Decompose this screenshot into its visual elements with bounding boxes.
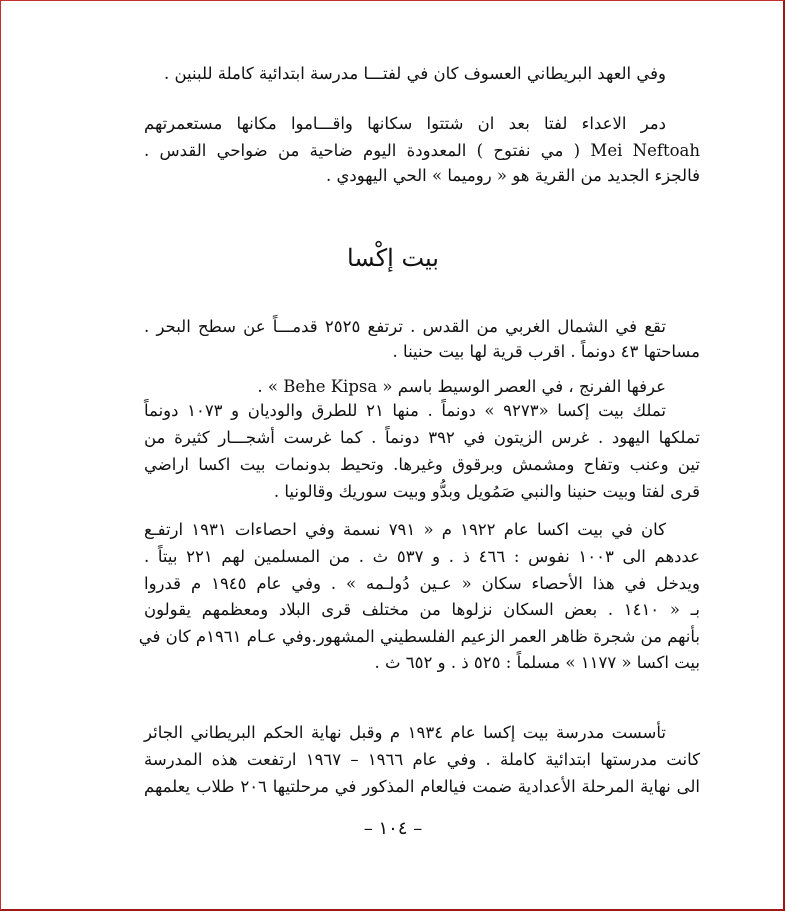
text-line: مساحتها ٤٣ دونماً . اقرب قرية لها بيت حنينا . — [392, 342, 700, 361]
text-line: تملك بيت إكسا «٩٢٧٣ » دونماً . منها ٢١ للطرق والوديان و ١٠٧٣ دونماً — [144, 401, 666, 420]
text-line: تقع في الشمال الغربي من القدس . ترتفع ٢٥٢٥ قدمـــاً عن سطح البحر . — [144, 317, 666, 336]
text-line: وفي العهد البريطاني العسوف كان في لفتـــا مدرسة ابتدائية كاملة للبنين . — [164, 64, 666, 83]
text-line: عرفها الفرنج ، في العصر الوسيط باسم « Behe Kipsa » . — [257, 377, 666, 396]
text-line: Mei Neftoah ( مي نفتوح ) المعدودة اليوم ضاحية من ضواحي القدس . — [144, 141, 700, 160]
text-line: كان في بيت اكسا عام ١٩٢٢ م « ٧٩١ نسمة وفي احصاءات ١٩٣١ ارتفـع — [144, 520, 667, 539]
text-line: بيت اكسا « ١١٧٧ » مسلماً : ٥٢٥ ذ . و ٦٥٢ ث . — [374, 653, 700, 672]
text-line: دمر الاعداء لفتا بعد ان شتتوا سكانها واقـــاموا مكانها مستعمرتهم — [144, 114, 666, 133]
text-line: كانت مدرستها ابتدائية كاملة . وفي عام ١٩٦٦ – ١٩٦٧ ارتفعت هذه المدرسة — [144, 750, 700, 769]
text-line: عددهم الى ١٠٠٣ نفوس : ٤٦٦ ذ . و ٥٣٧ ث . من المسلمين لهم ٢٢١ بيتاً . — [144, 547, 701, 566]
section-heading: بيت إكْسا — [347, 244, 439, 272]
text-line: تين وعنب وتفاح ومشمش وبرقوق وغيرها. وتحيط بدونمات بيت اكسا اراضي — [144, 455, 700, 474]
text-line: بأنهم من شجرة ظاهر العمر الزعيم الفلسطيني المشهور.وفي عـام ١٩٦١م كان في — [138, 627, 700, 646]
text-line: الى نهاية المرحلة الأعدادية ضمت فيالعام المذكور في مرحلتيها ٢٠٦ طلاب يعلمهم — [144, 777, 700, 796]
text-line: بـ « ١٤١٠ . بعض السكان نزلوها من مختلف قرى البلاد ومعظمهم يقولون — [144, 600, 700, 619]
page-number: – ١٠٤ – — [363, 818, 423, 839]
text-line: قرى لفتا وبيت حنينا والنبي صَمُويل وبدُّو وبيت سوريك وقالونيا . — [273, 482, 700, 501]
text-line: تأسست مدرسة بيت إكسا عام ١٩٣٤ م وقبل نهاية الحكم البريطاني الجائر — [144, 723, 666, 742]
text-line: تملكها اليهود . غرس الزيتون في ٣٩٢ دونماً . كما غرست أشجـــار كثيرة من — [144, 428, 700, 447]
text-line: ويدخل في هذا الأحصاء سكان « عـين دُولـمه » . وفي عام ١٩٤٥ م قدروا — [144, 574, 700, 593]
text-line: فالجزء الجديد من القرية هو « روميما » الحي اليهودي . — [326, 166, 700, 185]
